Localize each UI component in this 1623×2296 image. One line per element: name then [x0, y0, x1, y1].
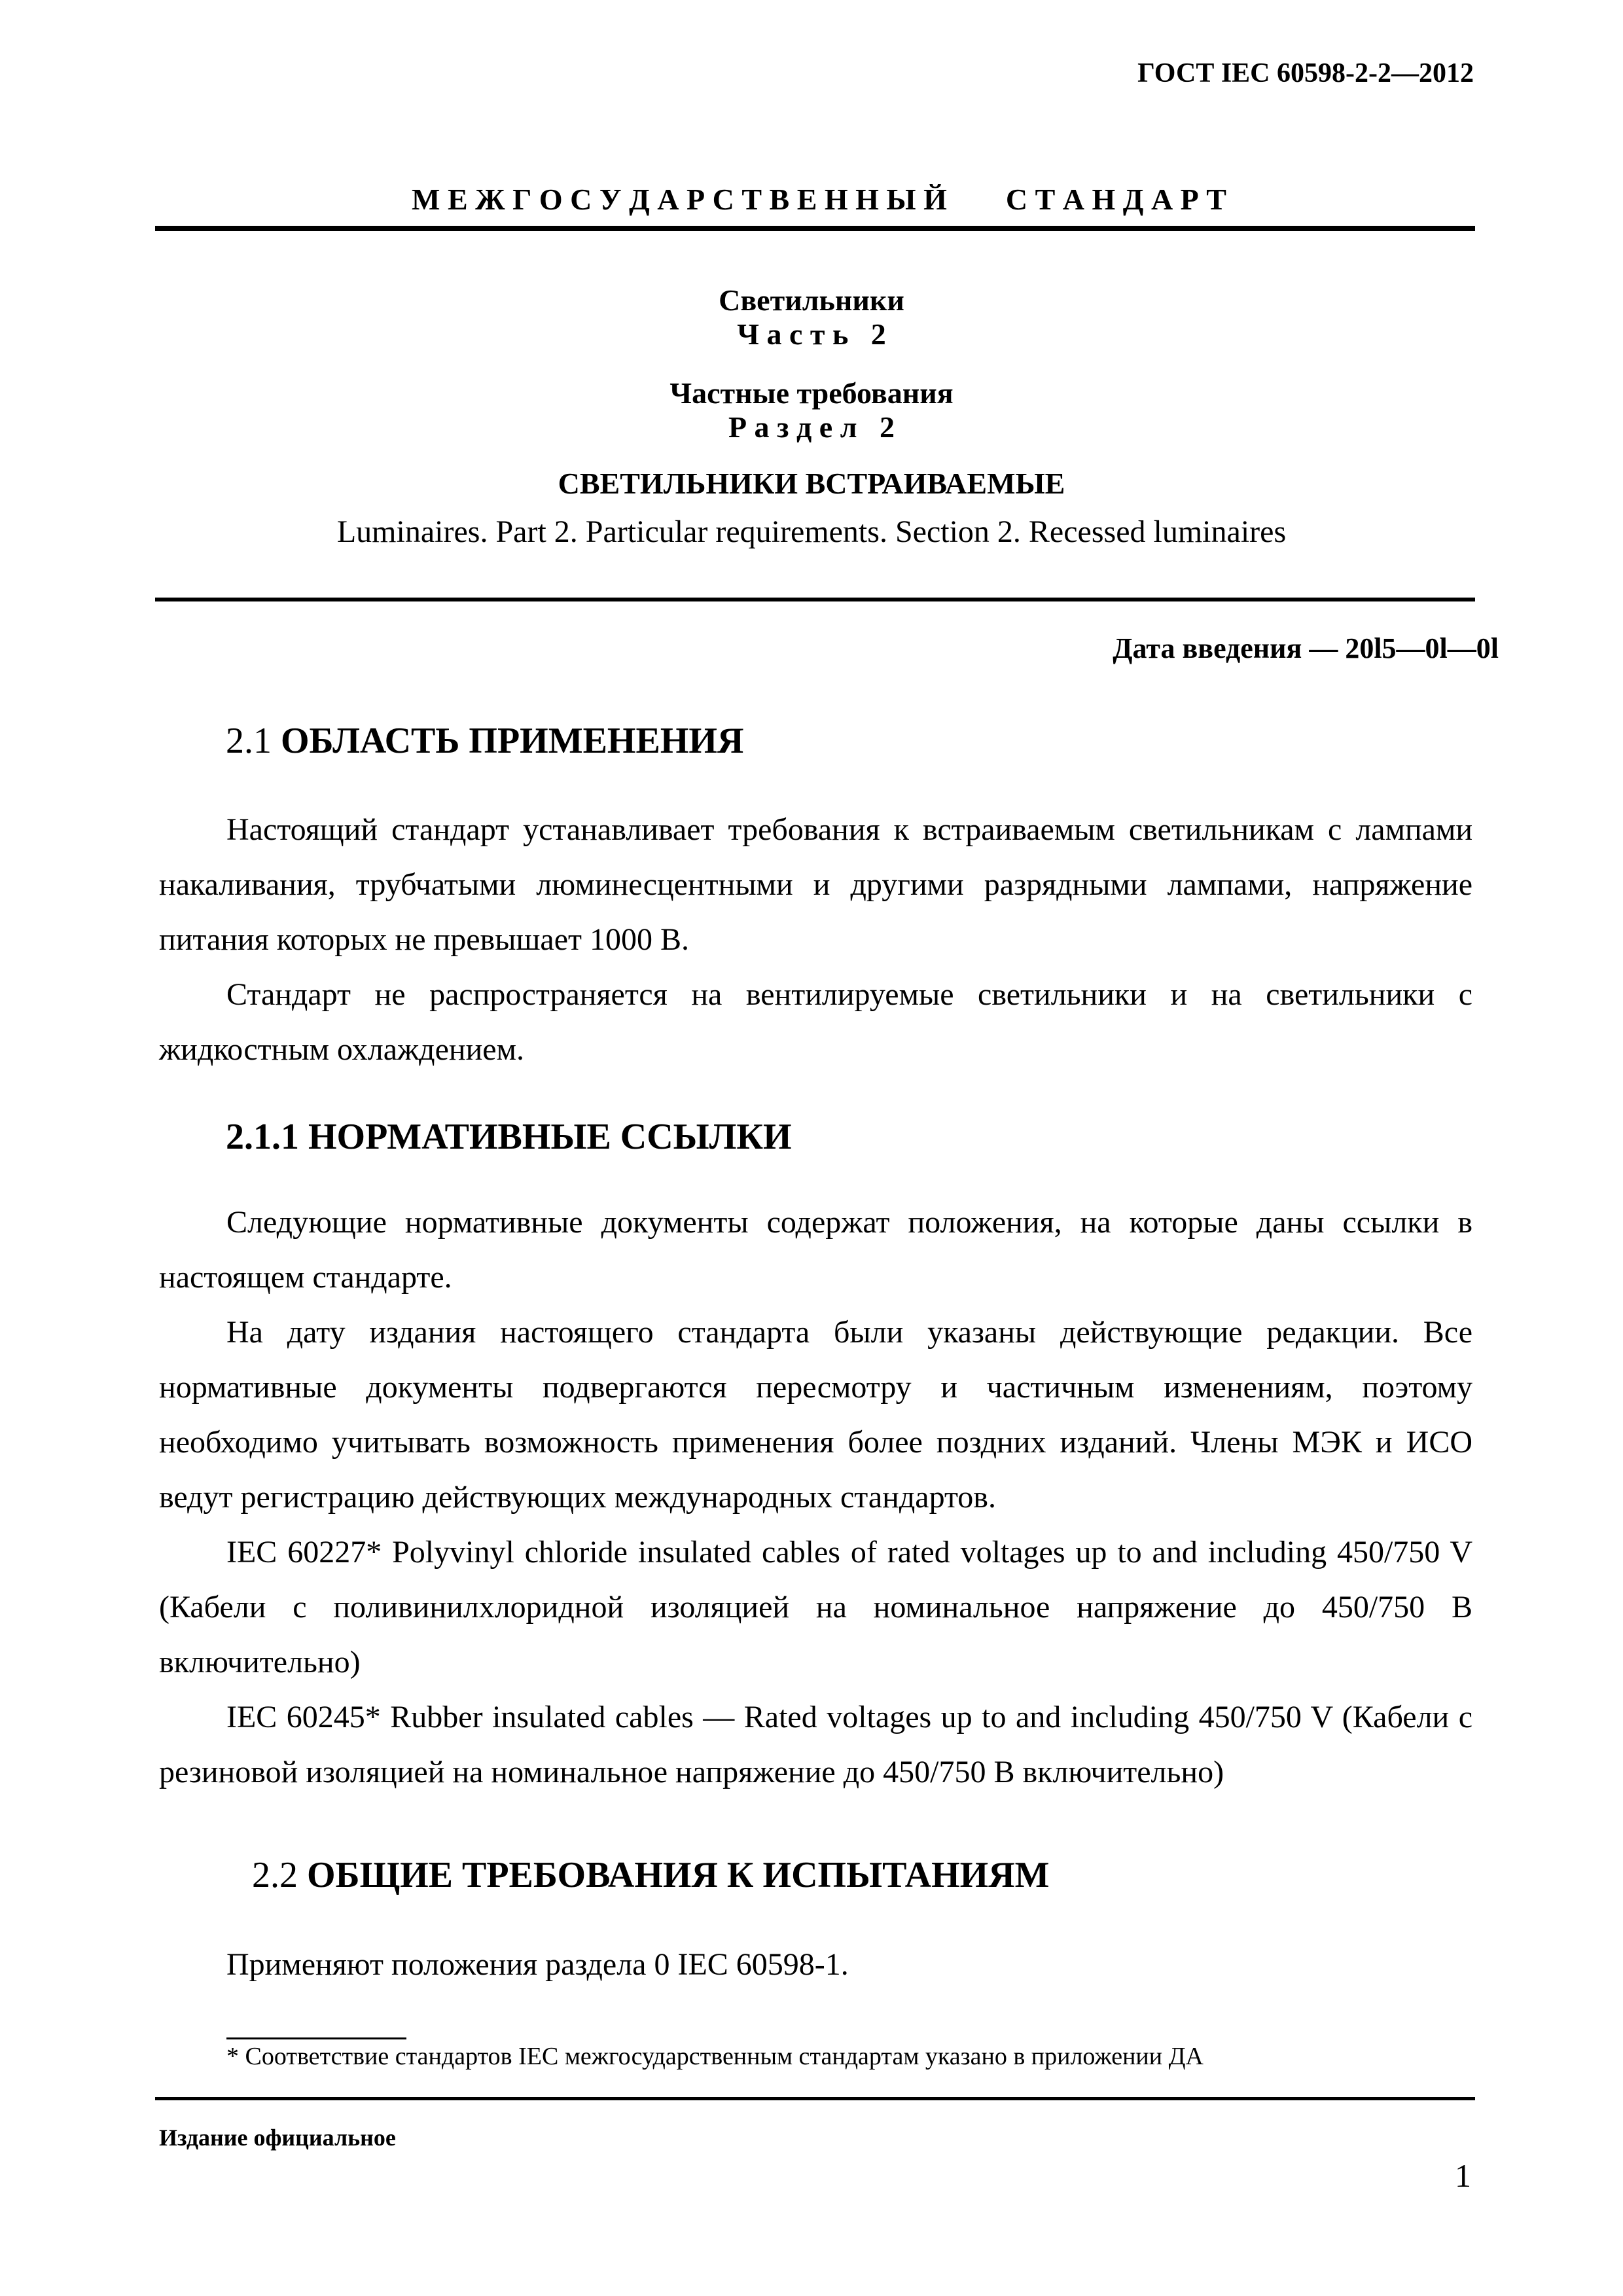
- paragraph: Настоящий стандарт устанавливает требования к встраиваемым светильникам с лампами накаливания, трубчатыми люминесцентными и другими разрядными лампами, напряжение питания которых не превышает 1000 В.: [159, 812, 1472, 957]
- section-2-1-heading: [226, 720, 743, 762]
- standard-word-1: М Е Ж Г О С У Д А Р С Т В Е Н Н Ы Й: [412, 183, 947, 216]
- paragraph: Стандарт не распространяется на вентилируемые светильники и на светильники с жидкостным охлаждением.: [159, 977, 1472, 1067]
- intro-date: Дата введения — 20l5—0l—0l: [1113, 632, 1499, 664]
- document-id: ГОСТ IEC 60598-2-2—2012: [1137, 58, 1474, 88]
- section-2-2-title: ОБЩИЕ ТРЕБОВАНИЯ К ИСПЫТАНИЯМ: [307, 1855, 1050, 1895]
- section-2-1-body: [159, 802, 1472, 1077]
- section-2-2-heading: [252, 1854, 1050, 1896]
- title-line-2: Ч а с т ь 2: [737, 317, 886, 351]
- footnote: * Соответствие стандартов IEC межгосударственным стандартам указано в приложении ДА: [226, 2043, 1204, 2070]
- footnote-rule: [226, 2037, 406, 2039]
- title-rule: [155, 598, 1475, 601]
- bottom-rule: [155, 2097, 1475, 2100]
- paragraph: На дату издания настоящего стандарта были указаны действующие редакции. Все нормативные документы подвергаются пересмотру и частичным изменениям, поэтому необходимо учитывать возможность применения более поздних изданий. Члены МЭК и ИСО ведут регистрацию действующих международных стандартов.: [159, 1315, 1472, 1515]
- standard-word-2: С Т А Н Д А Р Т: [1005, 183, 1226, 216]
- title-line-3: Частные требования: [669, 376, 954, 410]
- title-line-5: СВЕТИЛЬНИКИ ВСТРАИВАЕМЫЕ: [558, 467, 1065, 500]
- standard-caption: [0, 147, 1623, 217]
- section-2-2-body: [159, 1937, 1472, 1992]
- title-line-4: Р а з д е л 2: [728, 410, 895, 444]
- page-number: 1: [1455, 2157, 1471, 2194]
- section-2-1-1-heading: 2.1.1 НОРМАТИВНЫЕ ССЫЛКИ: [226, 1117, 792, 1157]
- top-rule: [155, 226, 1475, 231]
- paragraph: IEC 60245* Rubber insulated cables — Rated voltages up to and including 450/750 V (Кабели с резиновой изоляцией на номинальное напряжение до 450/750 В включительно): [159, 1700, 1472, 1789]
- section-2-2-number: 2.2: [252, 1855, 298, 1895]
- paragraph: Следующие нормативные документы содержат положения, на которые даны ссылки в настоящем стандарте.: [159, 1205, 1472, 1295]
- section-2-1-title: ОБЛАСТЬ ПРИМЕНЕНИЯ: [281, 721, 744, 761]
- paragraph: IEC 60227* Polyvinyl chloride insulated cables of rated voltages up to and including 450/750 V (Кабели с поливинилхлоридной изоляцией на номинальное напряжение до 450/750 В включительно): [159, 1535, 1472, 1679]
- paragraph: Применяют положения раздела 0 IEC 60598-1.: [226, 1947, 849, 1982]
- section-2-1-number: 2.1: [226, 721, 272, 761]
- english-title: Luminaires. Part 2. Particular requirements. Section 2. Recessed luminaires: [336, 514, 1287, 549]
- section-2-1-1-body: [159, 1195, 1472, 1800]
- edition-label: Издание официальное: [159, 2125, 396, 2151]
- title-line-1: Светильники: [719, 283, 904, 317]
